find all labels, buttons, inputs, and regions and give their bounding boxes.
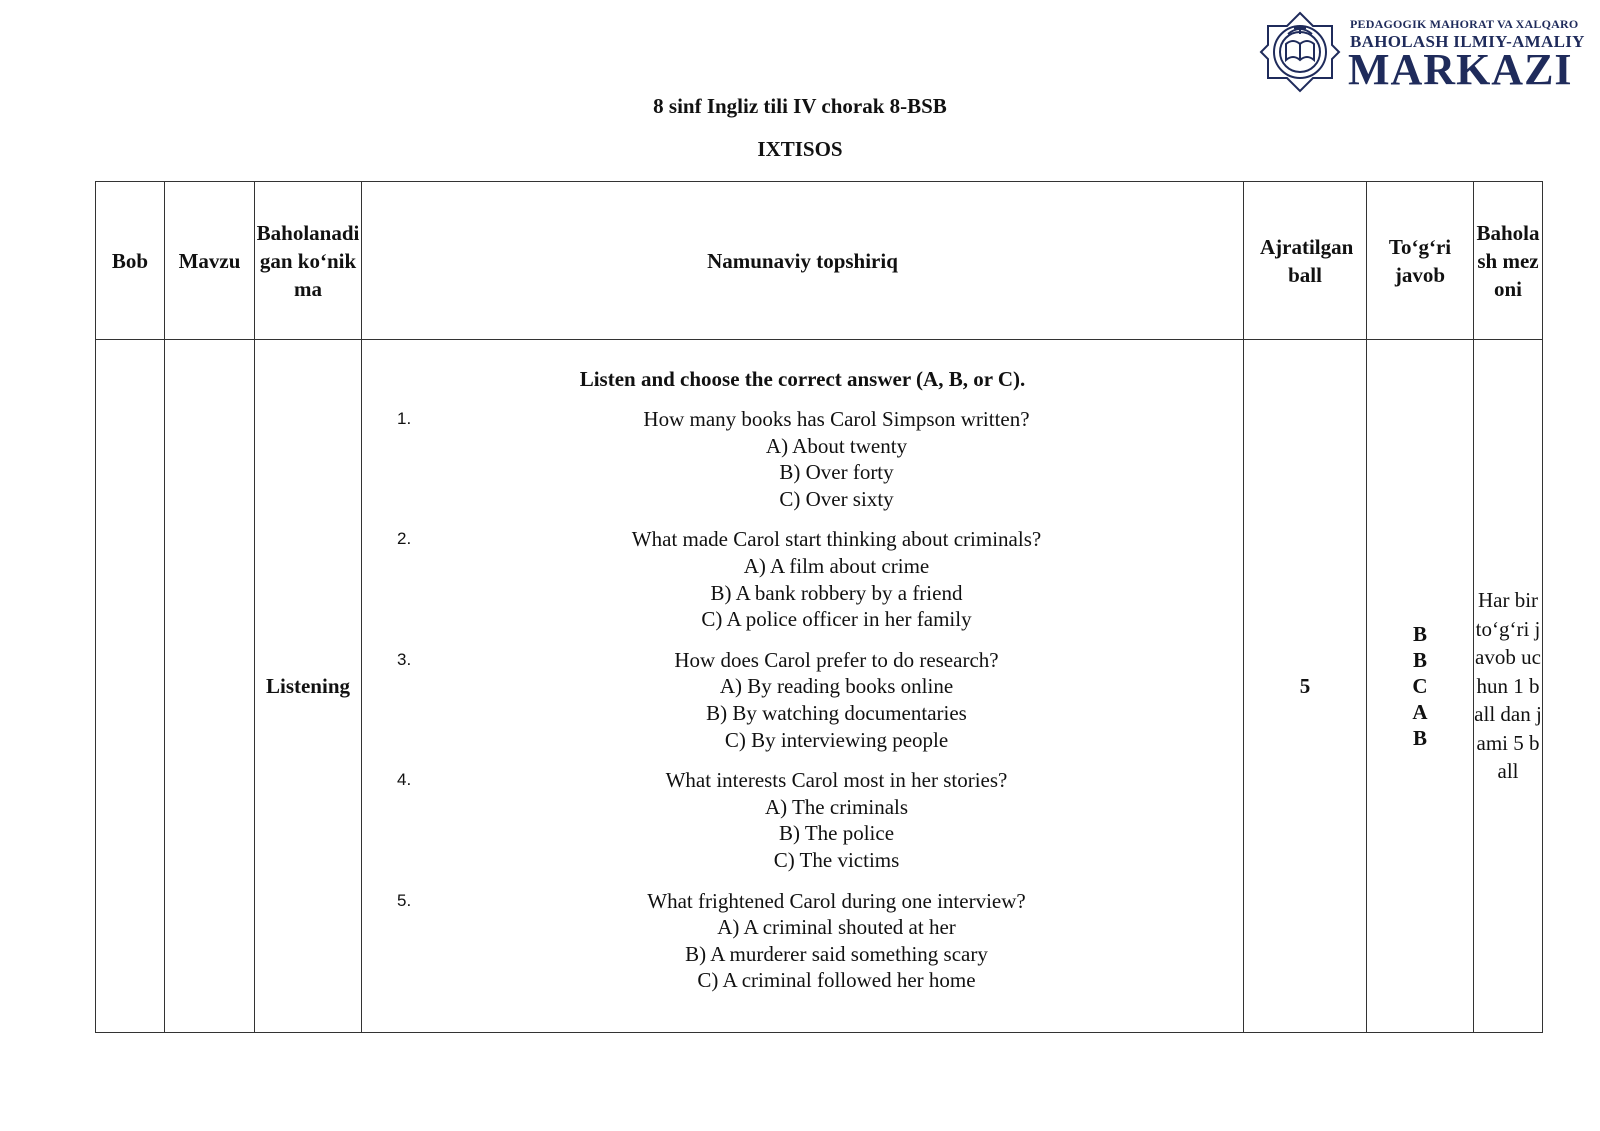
option-c: C) A police officer in her family (701, 607, 972, 632)
option-b: B) By watching documentaries (706, 701, 967, 725)
question-list (362, 406, 1243, 994)
cell-task (362, 340, 1244, 1033)
task-instruction: Listen and choose the correct answer (A, B, or C). (579, 367, 1026, 392)
answer-key-4: A (1412, 700, 1428, 724)
question-text: What made Carol start thinking about criminals? (631, 527, 1042, 552)
option-b: B) The police (778, 821, 895, 846)
header-answer-text: To‘g‘ri javob (1388, 234, 1452, 287)
table-row (96, 340, 1543, 1033)
question-item (362, 526, 1243, 632)
answer-key-1: B (1412, 622, 1427, 646)
question-number: 1. (397, 409, 412, 429)
option-b: B) Over forty (779, 460, 894, 485)
option-b: B) A bank robbery by a friend (710, 580, 963, 605)
option-b: B) A murderer said something scary (685, 941, 988, 966)
logo-text-line1: PEDAGOGIK MAHORAT VA XALQARO (1350, 17, 1579, 31)
header-mavzu: Mavzu (165, 182, 255, 340)
logo-text-line3: MARKAZI (1348, 45, 1573, 94)
cell-answers (1367, 340, 1474, 1033)
option-c: C) By interviewing people (724, 727, 949, 752)
option-a: A) About twenty (765, 433, 908, 458)
header-bob: Bob (96, 182, 165, 340)
header-row (96, 182, 1543, 340)
answer-key-5: B (1412, 726, 1427, 750)
question-text: What frightened Carol during one interview? (647, 888, 1026, 913)
cell-criteria: Har bir to‘g‘ri javob uchun 1 ball dan jami 5 ball (1474, 340, 1543, 1033)
cell-skill: Listening (255, 340, 362, 1033)
option-a: A) A film about crime (743, 554, 930, 579)
question-item (362, 888, 1243, 994)
header-points-text: Ajratilgan ball (1260, 234, 1354, 287)
question-item (362, 647, 1243, 753)
emblem-icon (1258, 10, 1342, 94)
header-skill: Baholanadigan ko‘nikma (255, 182, 362, 340)
document-title: 8 sinf Ingliz tili IV chorak 8-BSB (653, 94, 947, 118)
document-subtitle: IXTISOS (757, 137, 843, 161)
question-number: 2. (397, 529, 412, 549)
assessment-table (95, 181, 1543, 1033)
logo-text-line2: BAHOLASH ILMIY-AMALIY (1350, 32, 1585, 51)
option-a: A) By reading books online (719, 674, 954, 699)
option-a: A) A criminal shouted at her (717, 915, 956, 940)
header-task: Namunaviy topshiriq (362, 182, 1244, 340)
answer-key-3: C (1412, 674, 1428, 698)
question-item (362, 767, 1243, 873)
question-text: How does Carol prefer to do research? (674, 647, 999, 672)
question-number: 3. (397, 649, 412, 669)
question-number: 4. (397, 770, 412, 790)
question-item (362, 406, 1243, 512)
option-c: C) Over sixty (779, 486, 894, 511)
header-answer (1367, 182, 1474, 340)
cell-bob (96, 340, 165, 1033)
header-points (1244, 182, 1367, 340)
question-text: What interests Carol most in her stories? (665, 768, 1008, 793)
cell-points: 5 (1244, 340, 1367, 1033)
cell-mavzu (165, 340, 255, 1033)
option-c: C) The victims (773, 847, 900, 872)
organization-logo (1258, 8, 1585, 94)
question-number: 5. (397, 890, 412, 910)
header-criteria: Baholash mezoni (1474, 182, 1543, 340)
option-c: C) A criminal followed her home (697, 968, 976, 993)
answer-key-2: B (1412, 648, 1427, 672)
option-a: A) The criminals (764, 794, 909, 819)
question-text: How many books has Carol Simpson written? (643, 407, 1030, 432)
